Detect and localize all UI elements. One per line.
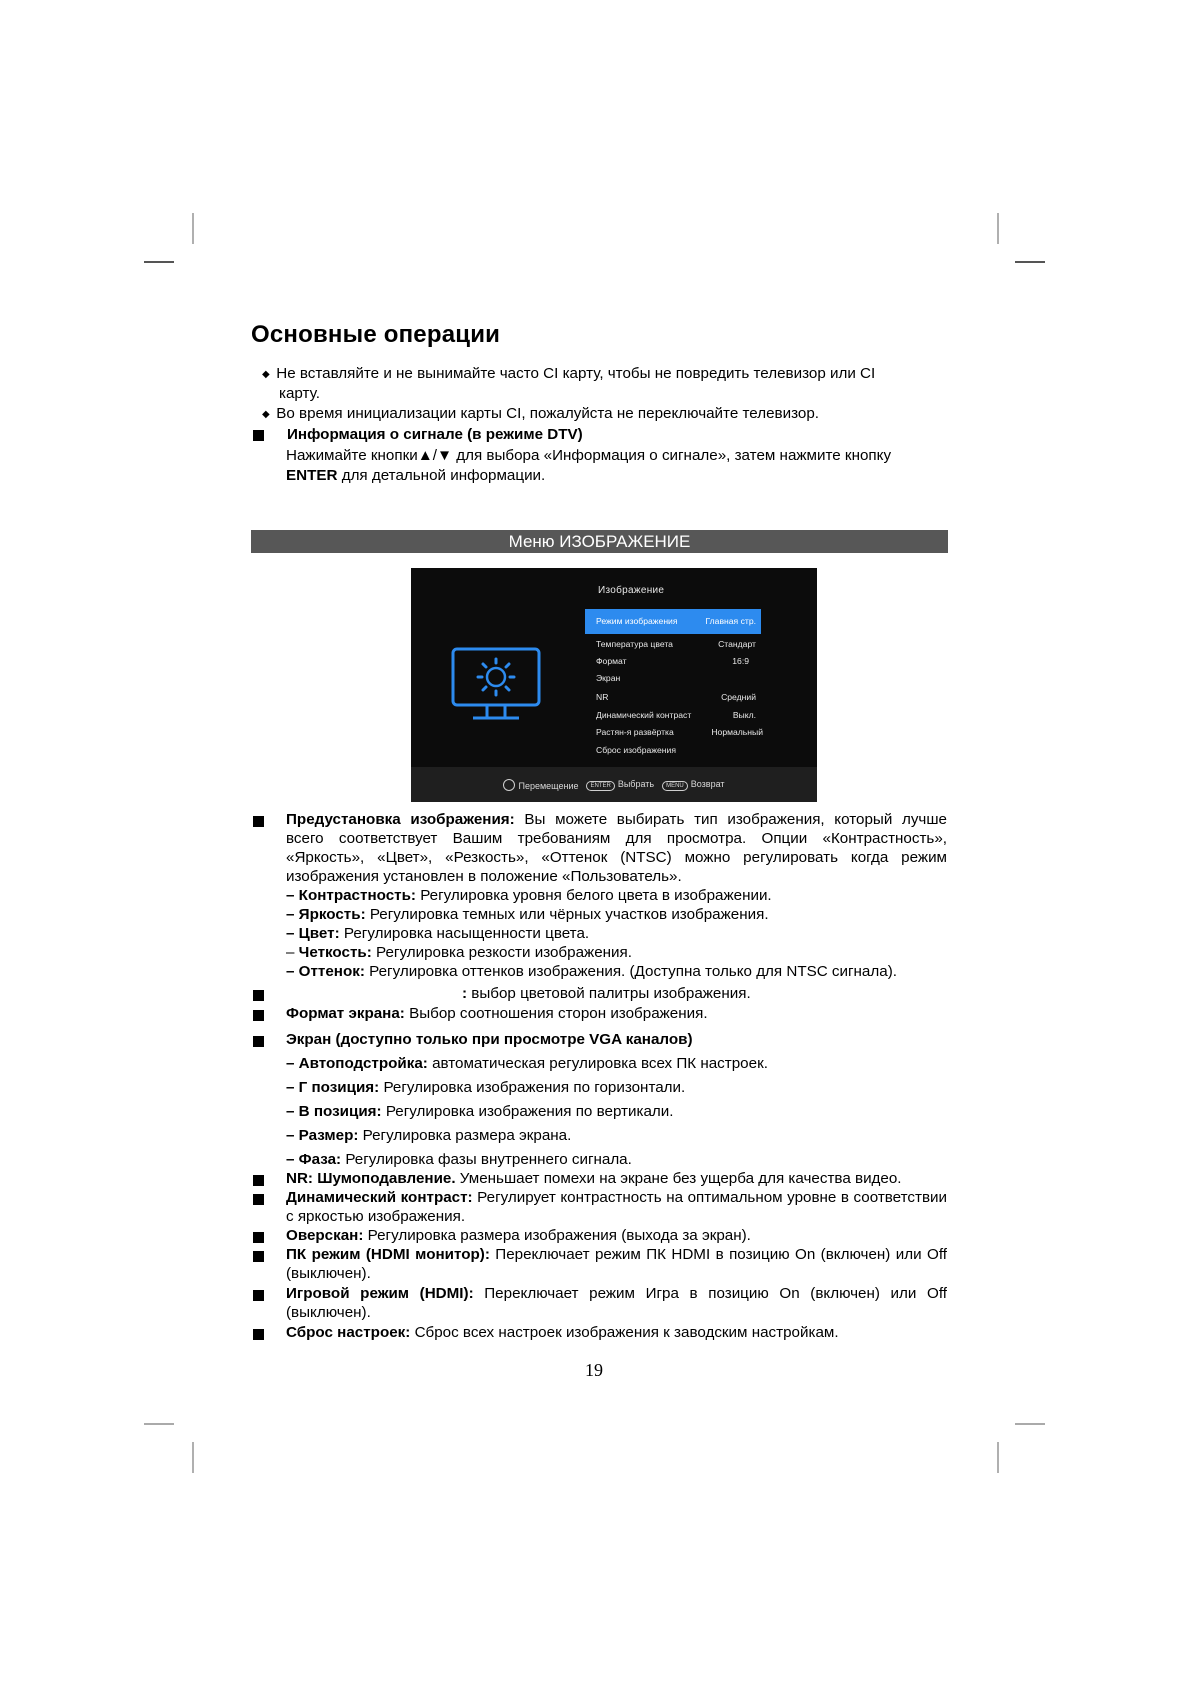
square-bullet-icon xyxy=(253,430,264,441)
intro-bullet-2: ◆ Во время инициализации карты CI, пожалуйста не переключайте телевизор. xyxy=(262,404,819,425)
square-bullet-icon xyxy=(253,1232,264,1243)
screen-subitem-vpos: – В позиция: Регулировка изображения по вертикали. xyxy=(286,1103,674,1120)
tv-menu-title: Изображение xyxy=(598,585,665,596)
square-bullet-icon xyxy=(253,1175,264,1186)
crop-mark xyxy=(997,213,999,244)
preset-subitem-sharpness: – Четкость: Регулировка резкости изображения. xyxy=(286,944,632,961)
screen-subitem-hpos: – Г позиция: Регулировка изображения по горизонтали. xyxy=(286,1079,686,1096)
square-bullet-icon xyxy=(253,1290,264,1301)
preset-paragraph: Предустановка изображения: Вы можете выбирать тип изображения, который лучше всего соответствует Вашим требованиям для просмотра. Опции «Контрастность», «Яркость», «Цвет», «Резкость», «Оттенок (NTSC) можно регулировать когда режим изображения установлен в положение «Пользователь». xyxy=(286,811,947,885)
screen-heading: Экран (доступно только при просмотре VGA каналов) xyxy=(286,1031,693,1048)
nr-item: NR: Шумоподавление. Уменьшает помехи на экране без ущерба для качества видео. xyxy=(286,1170,902,1187)
diamond-bullet-icon: ◆ xyxy=(262,409,270,420)
tv-menu-item-screen[interactable]: Экран xyxy=(596,673,621,683)
square-bullet-icon xyxy=(253,990,264,1001)
crop-mark xyxy=(1015,261,1045,263)
crop-mark xyxy=(192,1442,194,1473)
tv-menu-item-overscan[interactable]: Растян-я развёртка Нормальный xyxy=(596,727,763,737)
square-bullet-icon xyxy=(253,1251,264,1262)
tv-menu-item-color-temp[interactable]: Температура цвета Стандарт xyxy=(596,639,756,649)
tv-menu-item-dynamic-contrast[interactable]: Динамический контраст Выкл. xyxy=(596,710,756,720)
square-bullet-icon xyxy=(253,1194,264,1205)
crop-mark xyxy=(997,1442,999,1473)
crop-mark xyxy=(1015,1423,1045,1425)
tv-menu-item-format[interactable]: Формат 16:9 xyxy=(596,656,749,666)
overscan-item: Оверскан: Регулировка размера изображения (выхода за экран). xyxy=(286,1227,751,1244)
tv-menu-item-nr[interactable]: NR Средний xyxy=(596,692,756,702)
intro-bullet-1-cont: карту. xyxy=(279,385,320,402)
reset-item: Сброс настроек: Сброс всех настроек изображения к заводским настройкам. xyxy=(286,1324,839,1341)
screen-subitem-auto: – Автоподстройка: автоматическая регулировка всех ПК настроек. xyxy=(286,1055,768,1072)
hint-select: ENTER Выбрать xyxy=(586,779,654,791)
diamond-bullet-icon: ◆ xyxy=(262,369,270,380)
tv-menu-footer xyxy=(411,767,817,802)
signal-info-heading: Информация о сигнале (в режиме DTV) xyxy=(287,426,583,443)
page-title: Основные операции xyxy=(251,321,501,348)
game-mode-item: Игровой режим (HDMI): Переключает режим Игра в позицию On (включен) или Off (выключен). xyxy=(286,1285,947,1321)
navigation-arrows-icon xyxy=(503,779,515,791)
intro-bullet-1: ◆ Не вставляйте и не вынимайте часто CI карту, чтобы не повредить телевизор или CI xyxy=(262,364,875,385)
preset-subitem-contrast: – Контрастность: Регулировка уровня белого цвета в изображении. xyxy=(286,887,772,904)
crop-mark xyxy=(192,213,194,244)
preset-subitem-brightness: – Яркость: Регулировка темных или чёрных участков изображения. xyxy=(286,906,769,923)
square-bullet-icon xyxy=(253,1036,264,1047)
crop-mark xyxy=(144,1423,174,1425)
enter-key-icon: ENTER xyxy=(586,781,614,791)
screen-subitem-phase: – Фаза: Регулировка фазы внутреннего сигнала. xyxy=(286,1151,632,1168)
pc-mode-item: ПК режим (HDMI монитор): Переключает режим ПК HDMI в позицию On (включен) или Off (выключен). xyxy=(286,1246,947,1282)
preset-subitem-color: – Цвет: Регулировка насыщенности цвета. xyxy=(286,925,590,942)
color-temp-item: : выбор цветовой палитры изображения. xyxy=(462,985,751,1002)
tv-menu-screenshot xyxy=(411,568,817,802)
monitor-brightness-icon xyxy=(451,647,541,723)
menu-key-icon: MENU xyxy=(662,781,688,791)
square-bullet-icon xyxy=(253,1010,264,1021)
crop-mark xyxy=(144,261,174,263)
hint-move: Перемещение xyxy=(503,779,578,791)
tv-menu-item-reset[interactable]: Сброс изображения xyxy=(596,745,677,755)
signal-info-line1: Нажимайте кнопки▲/▼ для выбора «Информация о сигнале», затем нажмите кнопку xyxy=(286,447,892,464)
aspect-item: Формат экрана: Выбор соотношения сторон изображения. xyxy=(286,1005,708,1022)
square-bullet-icon xyxy=(253,1329,264,1340)
section-header-bar: Меню ИЗОБРАЖЕНИЕ xyxy=(251,530,948,553)
tv-menu-item-picture-mode[interactable]: Режим изображения Главная стр. xyxy=(585,609,761,634)
preset-subitem-tint: – Оттенок: Регулировка оттенков изображения. (Доступна только для NTSC сигнала). xyxy=(286,963,897,980)
hint-back: MENU Возврат xyxy=(662,779,724,791)
page-number: 19 xyxy=(585,1360,603,1380)
square-bullet-icon xyxy=(253,816,264,827)
dynamic-contrast-item: Динамический контраст: Регулирует контрастность на оптимальном уровне в соответствии с яркостью изображения. xyxy=(286,1189,947,1225)
signal-info-line2: ENTER для детальной информации. xyxy=(286,467,546,484)
screen-subitem-size: – Размер: Регулировка размера экрана. xyxy=(286,1127,572,1144)
